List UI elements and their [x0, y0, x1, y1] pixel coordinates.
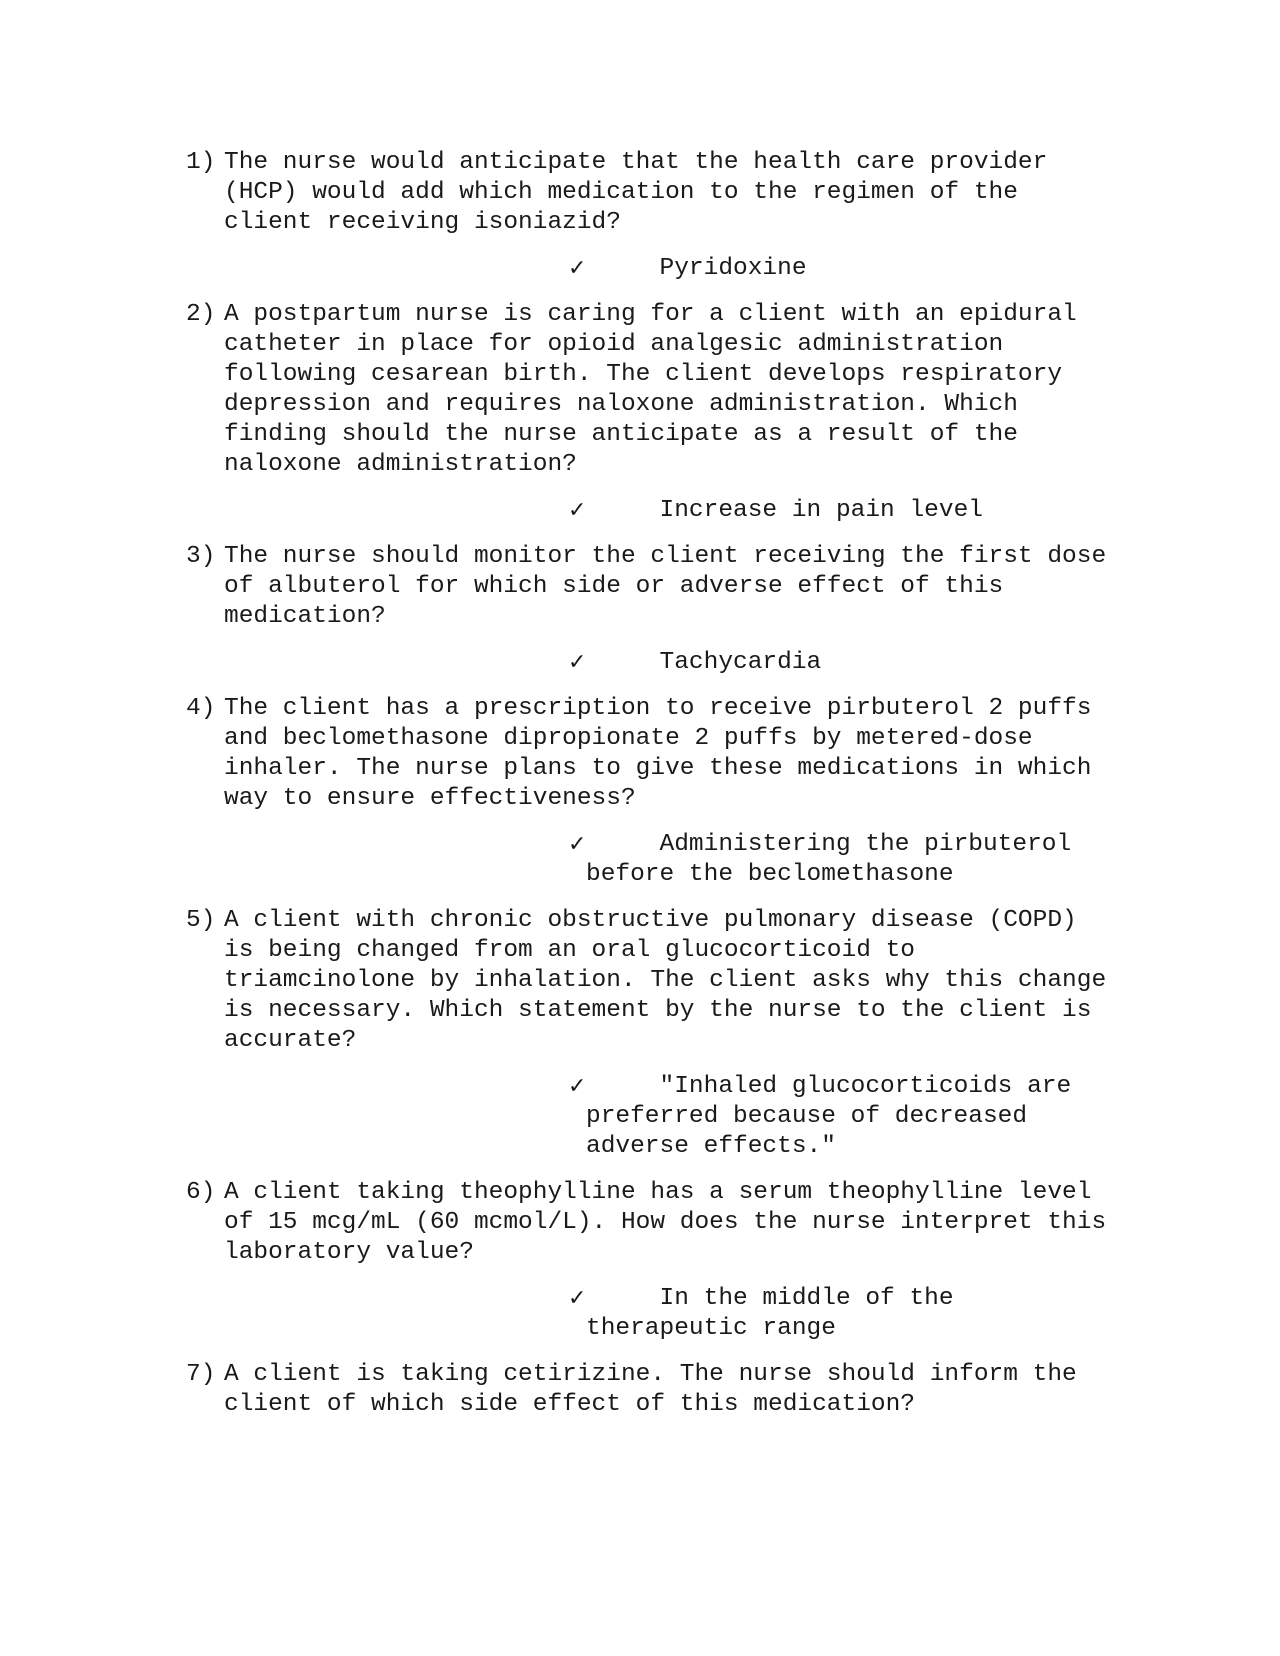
- question: [186, 1178, 1146, 1268]
- question-text: A postpartum nurse is caring for a client with an epidural catheter in place for opioid analgesic administration following cesarean birth. The client develops respiratory depression and requires naloxone administration. Which finding should the nurse anticipate as a result of the naloxone administration?: [224, 301, 1077, 478]
- question: [186, 300, 1146, 480]
- answer-text: "Inhaled glucocorticoids are preferred because of decreased adverse effects.": [586, 1073, 1072, 1160]
- question: [186, 1360, 1146, 1420]
- question: [186, 148, 1146, 238]
- question-number: 3): [186, 543, 216, 570]
- question-number: 5): [186, 907, 216, 934]
- question-text: The nurse would anticipate that the health care provider (HCP) would add which medication to the regimen of the client receiving isoniazid?: [224, 149, 1048, 236]
- answer: [568, 1072, 1106, 1162]
- question-item: [186, 694, 1146, 890]
- checkmark-icon: ✓: [568, 256, 587, 281]
- answer-text: In the middle of the therapeutic range: [586, 1285, 954, 1342]
- question-item: [186, 300, 1146, 526]
- question-number: 6): [186, 1179, 216, 1206]
- checkmark-icon: ✓: [568, 1286, 587, 1311]
- answer: [568, 1284, 1106, 1344]
- question: [186, 906, 1146, 1056]
- answer: [568, 648, 1106, 678]
- question-item: [186, 148, 1146, 284]
- answer: [568, 496, 1106, 526]
- question-text: A client with chronic obstructive pulmonary disease (COPD) is being changed from an oral glucocorticoid to triamcinolone by inhalation. The client asks why this change is necessary. Which statement by the nurse to the client is accurate?: [224, 907, 1107, 1054]
- checkmark-icon: ✓: [568, 498, 587, 523]
- answer-text: Pyridoxine: [586, 255, 807, 282]
- question-number: 4): [186, 695, 216, 722]
- question-text: A client is taking cetirizine. The nurse should inform the client of which side effect of this medication?: [224, 1361, 1077, 1418]
- checkmark-icon: ✓: [568, 650, 587, 675]
- question: [186, 542, 1146, 632]
- answer-text: Administering the pirbuterol before the beclomethasone: [586, 831, 1072, 888]
- question-number: 1): [186, 149, 216, 176]
- question-text: A client taking theophylline has a serum theophylline level of 15 mcg/mL (60 mcmol/L). How does the nurse interpret this laboratory value?: [224, 1179, 1107, 1266]
- answer-text: Increase in pain level: [586, 497, 983, 524]
- checkmark-icon: ✓: [568, 1074, 587, 1099]
- question-item: [186, 542, 1146, 678]
- answer: [568, 830, 1106, 890]
- question-item: [186, 906, 1146, 1162]
- checkmark-icon: ✓: [568, 832, 587, 857]
- question-text: The nurse should monitor the client receiving the first dose of albuterol for which side or adverse effect of this medication?: [224, 543, 1107, 630]
- question-item: [186, 1178, 1146, 1344]
- question-number: 2): [186, 301, 216, 328]
- question-number: 7): [186, 1361, 216, 1388]
- answer: [568, 254, 1106, 284]
- answer-text: Tachycardia: [586, 649, 822, 676]
- question: [186, 694, 1146, 814]
- question-item: [186, 1360, 1146, 1420]
- question-list: [186, 148, 1146, 1420]
- question-text: The client has a prescription to receive pirbuterol 2 puffs and beclomethasone dipropionate 2 puffs by metered-dose inhaler. The nurse plans to give these medications in which way to ensure effectiveness?: [224, 695, 1092, 812]
